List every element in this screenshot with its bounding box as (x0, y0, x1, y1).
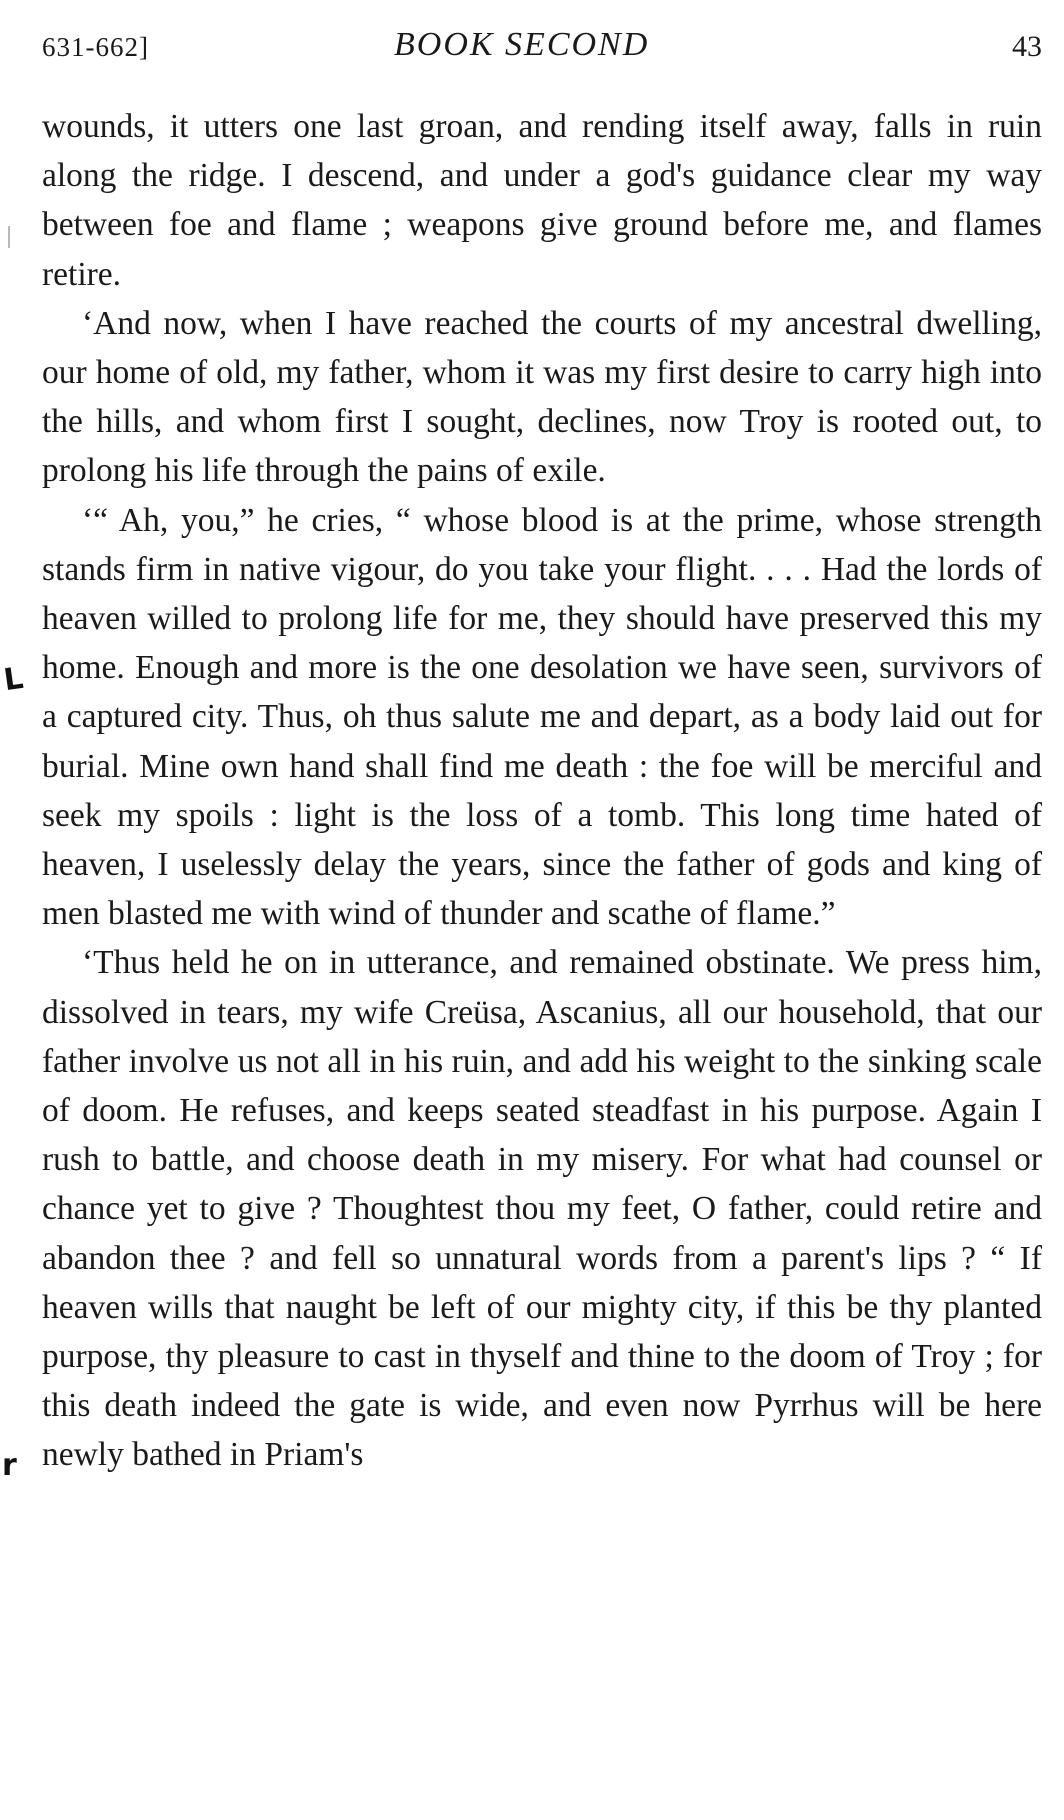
paragraph: ‘And now, when I have reached the courts of my ancestral dwelling, our home of old, my father, whom it was my first desire to carry high into the hills, and whom first I sought, declines, now Troy is rooted out, to prolong his life through the pains of exile. (42, 304, 1042, 490)
paragraph: ‘Thus held he on in utterance, and remained obstinate. We press him, dissolved in tears, my wife Creüsa, Ascanius, all our household, that our father involve us not all in his ruin, and add his weight to the sinking scale of doom. He refuses, and keeps seated steadfast in his purpose. Again I rush to battle, and choose death in my misery. For what had counsel or chance yet to give ? Thoughtest thou my feet, O father, could retire and abandon thee ? and fell so unnatural words from a parent's lips ? “ If heaven wills that naught be left of our mighty city, if this be thy planted purpose, thy pleasure to cast in thyself and thine to the doom of Troy ; for this death indeed the gate is wide, and even now Pyrrhus will be here newly bathed in Priam's (42, 944, 1042, 1474)
margin-pencil-mark: r (2, 1448, 17, 1483)
book-title: BOOK SECOND (394, 26, 650, 63)
line-range: 631-662] (42, 32, 149, 62)
running-head (42, 26, 1042, 70)
margin-pencil-mark: L (1, 660, 26, 699)
margin-speck (8, 226, 10, 248)
paragraph: ‘“ Ah, you,” he cries, “ whose blood is at the prime, whose strength stands firm in native vigour, do you take your flight. . . . Had the lords of heaven willed to prolong life for me, they should have preserved this my home. Enough and more is the one desolation we have seen, survivors of a captured city. Thus, oh thus salute me and depart, as a body laid out for burial. Mine own hand shall find me death : the foe will be merciful and seek my spoils : light is the loss of a tomb. This long time hated of heaven, I uselessly delay the years, since the father of gods and king of men blasted me with wind of thunder and scathe of flame.” (42, 501, 1042, 933)
body-text (42, 102, 1042, 1480)
paragraph: wounds, it utters one last groan, and rending itself away, falls in ruin along the ridge. I descend, and under a god's guidance clear my way between foe and flame ; weapons give ground before me, and flames retire. (42, 108, 1042, 293)
page-number: 43 (1012, 30, 1042, 63)
